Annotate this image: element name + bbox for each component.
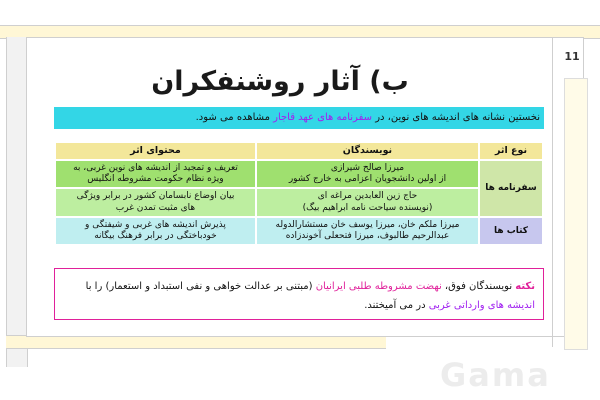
intro-text-after: مشاهده می شود. <box>195 112 274 123</box>
table-header-row <box>56 143 542 159</box>
page-title: ب) آثار روشنفکران <box>151 66 409 97</box>
authors-cell: میرزا ملکم خان، میرزا یوسف خان مستشارالدوله عبدالرحیم طالبوف، میرزا فتحعلی آخوندزاده <box>257 218 478 245</box>
content-cell: بیان اوضاع نابسامان کشور در برابر ویژگی های مثبت تمدن غرب <box>56 189 255 216</box>
frame-left-band <box>6 37 28 367</box>
note-highlight-pink: نهضت مشروطه طلبی ایرانیان <box>315 281 442 292</box>
authors-cell: میرزا صالح شیرازی از اولین دانشجویان اعزامی به خارج کشور <box>257 161 478 188</box>
type-cell-books: کتاب ها <box>480 218 542 245</box>
content-cell: تعریف و تمجید از اندیشه های نوین غربی، به ویژه نظام حکومت مشروطه انگلیس <box>56 161 255 188</box>
works-table <box>54 141 544 246</box>
table-row <box>56 161 542 188</box>
header-content: محتوای اثر <box>56 143 255 159</box>
table-row <box>56 218 542 245</box>
gama-watermark-logo: Gama <box>440 356 551 394</box>
header-type: نوع اثر <box>480 143 542 159</box>
frame-bottom-band <box>6 335 386 349</box>
note-text-2: (مبتنی بر عدالت خواهی و نفی استبداد و استعمار) را با <box>85 281 316 292</box>
note-text-3: در می آمیختند. <box>364 300 429 311</box>
note-highlight-purple: اندیشه های وارداتی غربی <box>428 300 535 311</box>
type-cell-travelogues: سفرنامه ها <box>480 161 542 216</box>
note-box <box>54 268 544 320</box>
intro-highlight: سفرنامه های عهد قاجار <box>273 112 373 123</box>
note-label: نکته <box>515 281 535 292</box>
right-rail-strip <box>564 78 588 350</box>
header-authors: نویسندگان <box>257 143 478 159</box>
authors-cell: حاج زین العابدین مراغه ای (نویسنده سیاحت نامه ابراهیم بیگ) <box>257 189 478 216</box>
page-number: 11 <box>564 50 580 63</box>
intro-text-before: نخستین نشانه های اندیشه های نوین، در <box>372 112 540 123</box>
table-row <box>56 189 542 216</box>
content-cell: پذیرش اندیشه های غربی و شیفتگی و خودباختگی در برابر فرهنگ بیگانه <box>56 218 255 245</box>
intro-banner <box>54 107 544 129</box>
note-text-1: نویسندگان فوق، <box>441 281 516 292</box>
